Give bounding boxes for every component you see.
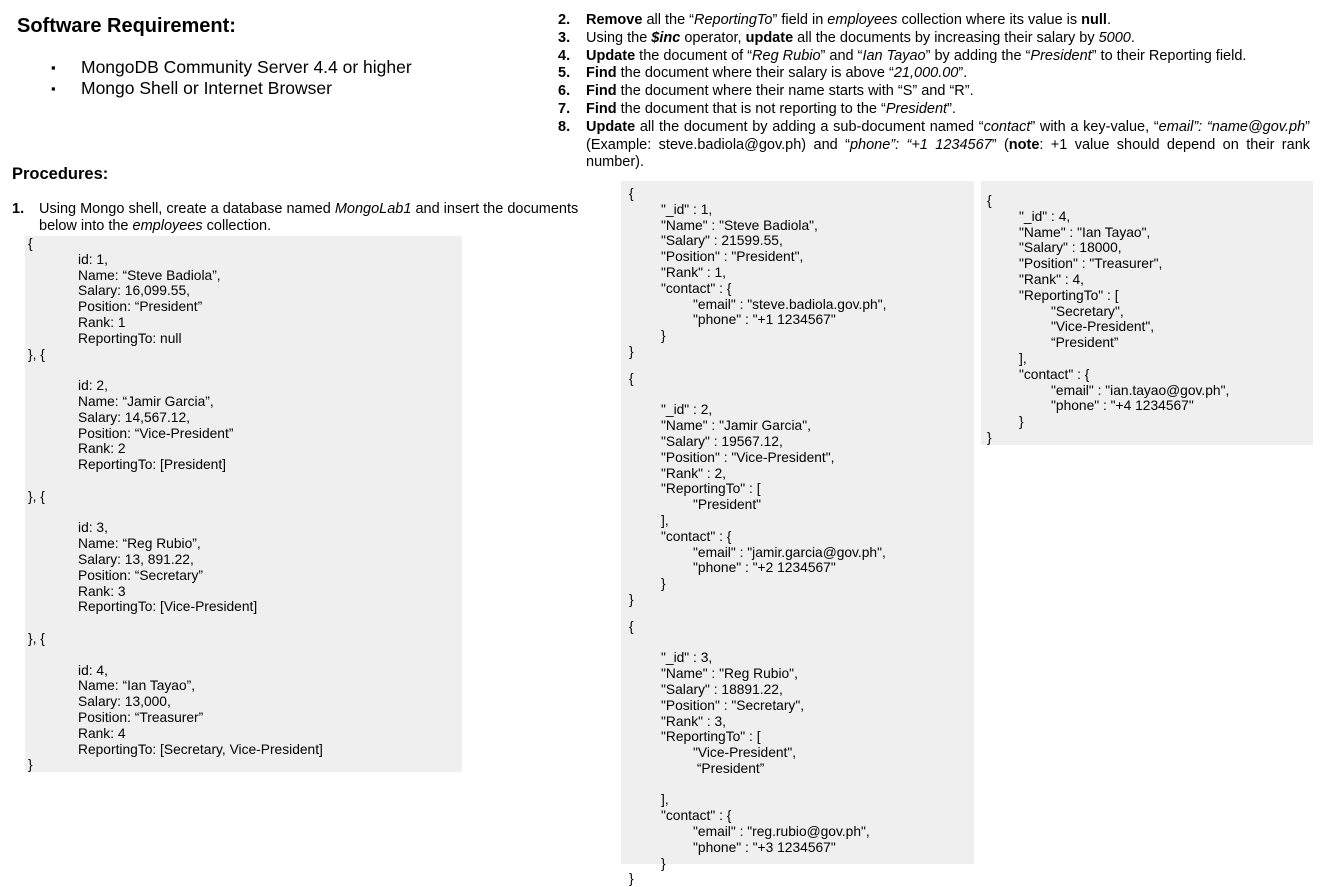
code-line: "Secretary", (1051, 303, 1124, 319)
code-line: Position: “President” (78, 299, 203, 315)
code-line: ReportingTo: [Vice-President] (78, 599, 258, 615)
requirement-list (17, 57, 517, 99)
code-line: Name: “Jamir Garcia”, (78, 393, 214, 409)
code-line: "ReportingTo" : [ (661, 481, 761, 497)
procedure-step-4: 4. Update the document of “Reg Rubio” and “Ian Tayao” by adding the “President” to their Reporting field. (558, 47, 1247, 64)
collection-name: employees (132, 217, 203, 234)
code-line: ReportingTo: [President] (78, 457, 227, 473)
code-line: Name: “Ian Tayao”, (78, 678, 196, 694)
code-line: "phone" : "+4 1234567" (1051, 398, 1194, 414)
code-line: "Salary" : 21599.55, (661, 233, 783, 249)
code-line: id: 1, (78, 251, 108, 267)
procedure-step-3: 3. Using the $inc operator, update all the documents by increasing their salary by 5000. (558, 29, 1135, 46)
code-line: "Rank" : 4, (1019, 271, 1085, 287)
procedure-step-7: 7. Find the document that is not reporting to the “President”. (558, 100, 956, 117)
code-line: "email" : "steve.badiola.gov.ph", (693, 296, 887, 312)
code-line: "contact" : { (661, 280, 732, 296)
procedure-step-2: 2. Remove all the “ReportingTo” field in employees collection where its value is null. (558, 12, 1111, 28)
code-line: Position: “Secretary” (78, 567, 203, 583)
expected-output-code: { "_id" : 1, "Name" : "Steve Badiola", "Salary" : 21599.55, "Position" : "President", "Rank" : 1, "contact" : { "email" : "steve.badiola.gov.ph", "phone" : "+1 1234567" } } { "_id" : 2, "Name" : "Jamir Garcia", "Salary" : 19567.12, "Position" : "Vice-President", "Rank" : 2, "ReportingTo" : [ "President" ], "contact" : { "email" : "jamir.garcia@gov.ph", "phone" : "+2 1234567" } } { "_id" : 3, "Name" : "Reg Rubio", "Salary" : 18891.22, "Position" : "Secretary", "Rank" : 3, "ReportingTo" : [ "Vice-President", “President” ], "contact" : { "email" : "reg.rubio@gov.ph", "phone" : "+3 1234567" } } (621, 181, 974, 864)
code-line: "email" : "ian.tayao@gov.ph", (1051, 382, 1230, 398)
code-line: "email" : "jamir.garcia@gov.ph", (693, 544, 886, 560)
code-line: Salary: 16,099.55, (78, 283, 190, 299)
code-line: Position: “Vice-President” (78, 425, 234, 441)
procedure-step-1: 1. Using Mongo shell, create a database named MongoLab1 and insert the documents below into the employees collection. (12, 201, 579, 234)
code-line: "Vice-President", (693, 745, 797, 761)
code-line: "Position" : "Secretary", (661, 697, 805, 713)
code-line: "_id" : 3, (661, 650, 713, 666)
code-line: Name: “Steve Badiola”, (78, 267, 221, 283)
code-line: "Rank" : 3, (661, 713, 727, 729)
code-line: Position: “Treasurer” (78, 709, 204, 725)
code-line: id: 2, (78, 378, 108, 394)
step-number: 1. (12, 201, 25, 217)
code-line: "contact" : { (661, 808, 732, 824)
code-line: "Name" : "Steve Badiola", (661, 217, 818, 233)
code-line: “President” (1051, 335, 1119, 351)
code-line: Rank: 4 (78, 725, 126, 741)
expected-output-code-4: { "_id" : 4, "Name" : "Ian Tayao", "Salary" : 18000, "Position" : "Treasurer", "Rank" : 4, "ReportingTo" : [ "Secretary", "Vice-President", “President” ], "contact" : { "email" : "ian.tayao@gov.ph", "phone" : "+4 1234567" } } (981, 181, 1313, 445)
code-line: "Position" : "Vice-President", (661, 449, 835, 465)
procedure-step-5: 5. Find the document where their salary is above “21,000.00”. (558, 65, 968, 82)
code-line: “President” (693, 760, 765, 776)
code-line: "Position" : "Treasurer", (1019, 256, 1163, 272)
code-line: Salary: 13,000, (78, 694, 171, 710)
procedures-title: Procedures: (12, 165, 109, 183)
code-line: "Name" : "Ian Tayao", (1019, 224, 1151, 240)
code-line: "ReportingTo" : [ (661, 729, 761, 745)
code-line: "_id" : 1, (661, 201, 713, 217)
code-line: Salary: 13, 891.22, (78, 551, 194, 567)
requirement-item: ▪ Mongo Shell or Internet Browser (17, 78, 517, 99)
procedure-step-6: 6. Find the document where their name starts with “S” and “R”. (558, 83, 974, 100)
code-line: ], (661, 792, 669, 808)
requirement-item: ▪ MongoDB Community Server 4.4 or higher (17, 57, 517, 78)
code-line: "phone" : "+2 1234567" (693, 560, 836, 576)
software-requirement-title: Software Requirement: (17, 15, 236, 37)
code-line: "ReportingTo" : [ (1019, 287, 1119, 303)
code-line: "Vice-President", (1051, 319, 1155, 335)
code-line: "Rank" : 1, (661, 264, 727, 280)
code-line: "contact" : { (1019, 366, 1090, 382)
database-name: MongoLab1 (334, 201, 412, 217)
code-line: ], (1019, 350, 1027, 366)
code-line: ], (661, 512, 669, 528)
code-line: "phone" : "+3 1234567" (693, 839, 836, 855)
code-line: "Name" : "Reg Rubio", (661, 666, 798, 682)
procedure-step-8: 8. Update all the document by adding a sub-document named “contact” with a key-value, “email”: “name@gov.ph” (Example: steve.badiola@gov.ph) and “phone”: “+1 1234567” (note: +1 value should depend on their rank number). (558, 118, 1311, 171)
code-line: "Position" : "President", (661, 249, 804, 265)
code-line: id: 3, (78, 520, 108, 536)
code-line: "Salary" : 19567.12, (661, 433, 783, 449)
code-line: "_id" : 4, (1019, 208, 1071, 224)
insert-documents-code: { id: 1, Name: “Steve Badiola”, Salary: 16,099.55, Position: “President” Rank: 1 ReportingTo: null }, { id: 2, Name: “Jamir Garcia”, Salary: 14,567.12, Position: “Vice-President” Rank: 2 ReportingTo: [President] }, { id: 3, Name: “Reg Rubio”, Salary: 13, 891.22, Position: “Secretary” Rank: 3 ReportingTo: [Vice-President] }, { id: 4, Name: “Ian Tayao”, Salary: 13,000, Position: “Treasurer” Rank: 4 ReportingTo: [Secretary, Vice-President] } (25, 236, 462, 772)
code-line: id: 4, (78, 662, 108, 678)
procedure-steps (558, 12, 1310, 172)
code-line: Name: “Reg Rubio”, (78, 536, 201, 552)
code-line: ReportingTo: null (78, 330, 182, 346)
code-line: "Name" : "Jamir Garcia", (661, 418, 811, 434)
code-line: "contact" : { (661, 528, 732, 544)
code-line: "_id" : 2, (661, 402, 713, 418)
code-line: Salary: 14,567.12, (78, 409, 190, 425)
code-line: "President" (693, 497, 762, 513)
code-line: "Salary" : 18000, (1019, 240, 1122, 256)
code-line: "email" : "reg.rubio@gov.ph", (693, 824, 870, 840)
code-line: ReportingTo: [Secretary, Vice-President] (78, 741, 323, 757)
code-line: Rank: 3 (78, 583, 126, 599)
code-line: Rank: 2 (78, 441, 126, 457)
code-line: "Rank" : 2, (661, 465, 727, 481)
code-line: Rank: 1 (78, 314, 126, 330)
code-line: "phone" : "+1 1234567" (693, 312, 836, 328)
code-line: "Salary" : 18891.22, (661, 681, 783, 697)
